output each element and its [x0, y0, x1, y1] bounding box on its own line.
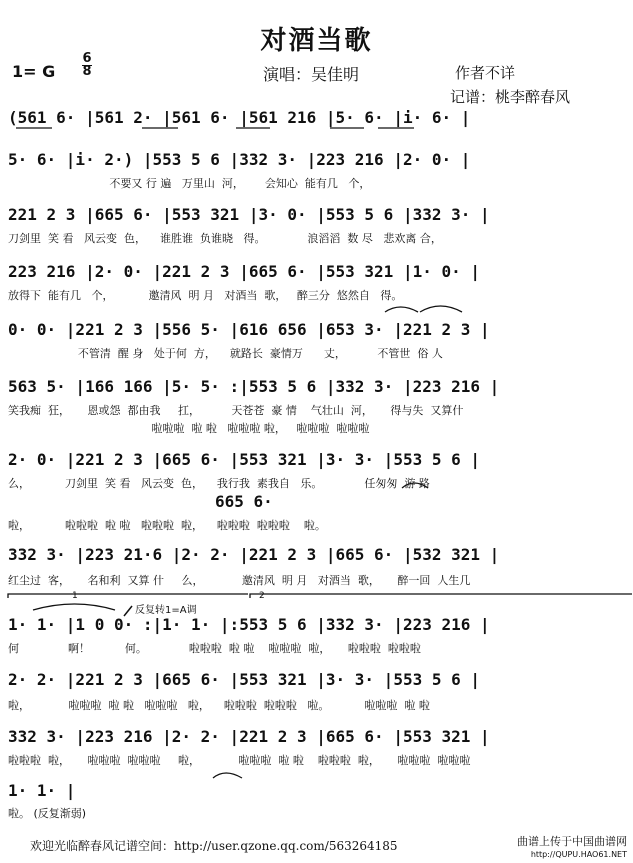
- score-row-7-lyrics: 么， 刀剑里 笑 看 风云变 色， 我行我 素我自 乐。 任匆匆 游 路: [8, 477, 430, 490]
- recorder-credit: 记谱：桃李醉春风: [450, 88, 571, 106]
- score-row-7-harmony-lyrics: 啦， 啦啦啦 啦 啦 啦啦啦 啦， 啦啦啦 啦啦啦 啦。: [8, 519, 326, 532]
- author-credit: 作者不详: [455, 64, 516, 82]
- score-row-9-lyrics: 何 啊！ 何。 啦啦啦 啦 啦 啦啦啦 啦， 啦啦啦 啦啦啦: [8, 642, 421, 655]
- slur-mark: [402, 483, 428, 488]
- slur-mark: [420, 306, 462, 312]
- score-row-12-notes: 1· 1· |: [8, 781, 76, 800]
- score-row-11-notes: 332 3· |223 216 |2· 2· |221 2 3 |665 6· |553 321 |: [8, 727, 490, 746]
- slur-mark: [33, 604, 115, 610]
- site-credit-line-2: http://QUPU.HAO61.NET: [530, 850, 627, 859]
- score-row-6-lyrics: 笑我痴 狂， 恩或怨 都由我 扛， 天苍苍 豪 情 气壮山 河， 得与失 又算什: [8, 404, 464, 417]
- score-row-7-notes: 2· 0· |221 2 3 |665 6· |553 321 |3· 3· |553 5 6 |: [8, 450, 481, 469]
- singer-credit: 演唱：吴佳明: [263, 65, 360, 84]
- score-row-10-notes: 2· 2· |221 2 3 |665 6· |553 321 |3· 3· |553 5 6 |: [8, 670, 481, 689]
- score-row-8-lyrics: 红尘过 客， 名和利 又算 什 么， 邀清风 明 月 对酒当 歌， 醉一回 人生几: [8, 574, 471, 587]
- score-row-9-notes: 1· 1· |1 0 0· :|1· 1· |:553 5 6 |332 3· |223 216 |: [8, 615, 490, 634]
- score-row-5-notes: 0· 0· |221 2 3 |556 5· |616 656 |653 3· |221 2 3 |: [8, 320, 490, 339]
- score-row-11-lyrics: 啦啦啦 啦， 啦啦啦 啦啦啦 啦， 啦啦啦 啦 啦 啦啦啦 啦， 啦啦啦 啦啦啦: [8, 754, 471, 767]
- site-credit: [517, 835, 627, 861]
- volta-1-label: 1: [72, 591, 78, 601]
- volta-2-bracket: [250, 594, 632, 598]
- score-row-2-lyrics: 不要又 行 遍 万里山 河， 会知心 能有几 个，: [8, 177, 371, 190]
- score-row-6-harmony-lyrics: 啦啦啦 啦 啦 啦啦啦 啦， 啦啦啦 啦啦啦: [8, 422, 370, 435]
- repeat-key-change-note: 反复转1=A调: [135, 605, 197, 616]
- score-row-3-lyrics: 刀剑里 笑 看 风云变 色， 谁胜谁 负谁晓 得。 浪滔滔 数 尽 悲欢离 合，: [8, 232, 442, 245]
- time-signature-top: 6: [82, 51, 92, 66]
- score-row-7-harmony-notes: 665 6·: [215, 492, 273, 511]
- slur-mark: [385, 307, 418, 312]
- score-row-8-notes: 332 3· |223 21·6 |2· 2· |221 2 3 |665 6· |532 321 |: [8, 545, 500, 564]
- score-row-5-lyrics: 不管清 醒 身 处于何 方， 就路长 豪情万 丈， 不管世 俗 人: [8, 347, 443, 360]
- score-row-3-notes: 221 2 3 |665 6· |553 321 |3· 0· |553 5 6 |332 3· |: [8, 205, 490, 224]
- site-credit-line-1: 曲谱上传于中国曲谱网: [517, 835, 627, 848]
- volta-2-label: 2: [259, 591, 265, 601]
- score-row-4-notes: 223 216 |2· 0· |221 2 3 |665 6· |553 321 |1· 0· |: [8, 262, 481, 281]
- score-row-2-notes: 5· 6· |i· 2·) |553 5 6 |332 3· |223 216 |2· 0· |: [8, 150, 471, 169]
- slur-mark: [213, 773, 242, 778]
- time-signature-bottom: 8: [82, 64, 92, 79]
- score-row-10-lyrics: 啦， 啦啦啦 啦 啦 啦啦啦 啦， 啦啦啦 啦啦啦 啦。 啦啦啦 啦 啦: [8, 699, 430, 712]
- score-row-6-notes: 563 5· |166 166 |5· 5· :|553 5 6 |332 3· |223 216 |: [8, 377, 500, 396]
- key-signature: 1= G: [12, 62, 56, 81]
- score-row-1-notes: (561 6· |561 2· |561 6· |561 216 |5· 6· |i· 6· |: [8, 108, 471, 127]
- score-row-4-lyrics: 放得下 能有几 个， 邀清风 明 月 对酒当 歌， 醉三分 悠然自 得。: [8, 289, 403, 302]
- score-row-12-lyrics: 啦。 (反复渐弱): [8, 807, 87, 820]
- song-title: 对酒当歌: [260, 26, 373, 56]
- repeat-arrow: [124, 606, 132, 616]
- footer-welcome: 欢迎光临醉春风记谱空间：http://user.qzone.qq.com/563264185: [30, 839, 398, 853]
- volta-1-bracket: [8, 594, 248, 598]
